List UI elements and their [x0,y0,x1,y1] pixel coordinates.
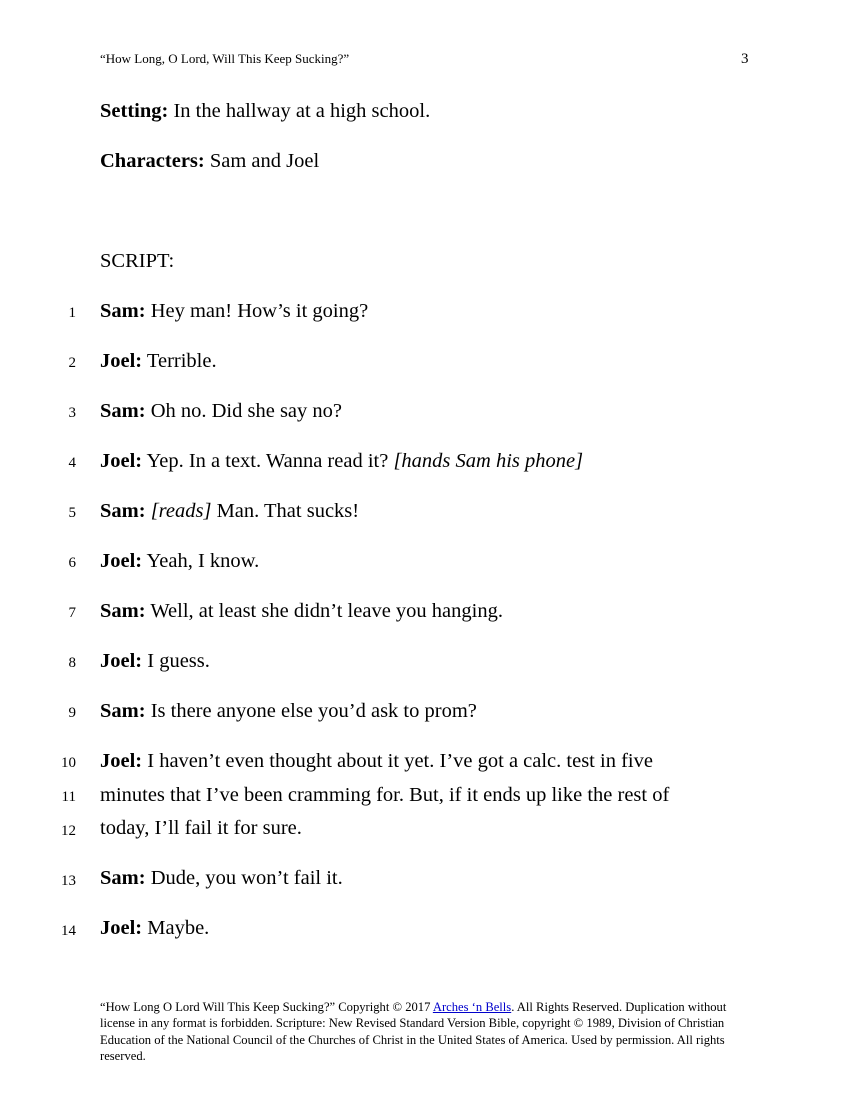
stage-direction: [hands Sam his phone] [393,450,584,472]
line-number: 10 [61,755,76,771]
speaker-name: Joel: [100,650,143,672]
script-line [100,917,209,940]
speaker-name: Joel: [100,750,143,772]
line-number: 13 [61,873,76,889]
dialogue-text: Terrible. [142,350,217,372]
dialogue-text: I haven’t even thought about it yet. I’ve got a calc. test in five [142,750,653,772]
dialogue-text: Oh no. Did she say no? [145,400,342,422]
characters-line [100,150,319,173]
speaker-name: Sam: [100,700,146,722]
script-line [100,867,343,890]
speaker-name: Sam: [100,400,146,422]
line-number: 11 [61,789,76,805]
line-number: 7 [68,605,76,621]
dialogue-text: Maybe. [142,917,210,939]
page-number: 3 [741,51,749,67]
dialogue-text: I guess. [142,650,210,672]
dialogue-text: Yep. In a text. Wanna read it? [142,450,394,472]
speaker-name: Sam: [100,600,146,622]
continuation-line: minutes that I’ve been cramming for. But, if it ends up like the rest of [100,784,670,806]
line-number: 5 [68,505,76,521]
dialogue-text: Yeah, I know. [142,550,260,572]
line-number: 3 [68,405,76,421]
dialogue-text: Man. That sucks! [211,500,360,522]
speaker-name: Joel: [100,450,143,472]
script-line [100,700,477,723]
line-number: 2 [68,355,76,371]
speaker-name: Joel: [100,350,143,372]
script-heading: SCRIPT: [100,250,175,272]
characters-text: Sam and Joel [204,150,320,172]
setting-line [100,100,430,123]
speaker-name: Sam: [100,867,146,889]
script-line [100,500,359,523]
line-number: 12 [61,823,76,839]
speaker-name: Joel: [100,550,143,572]
characters-label: Characters: [100,150,205,172]
running-header-title: “How Long, O Lord, Will This Keep Sucking?” [100,51,350,66]
copyright-footer [100,999,730,1065]
script-line [100,450,583,473]
footer-text: . All Rights Reserved. Duplication without license in any format is forbidden. Scripture: New Revised Standard Version Bible, copyright © 1989, Division of Christian Education of the National Council of the Churches of Christ in the United States of America. Used by permission. All rights reserved. [100,1000,727,1064]
footer-text: “How Long O Lord Will This Keep Sucking?” Copyright © 2017 [100,1000,433,1014]
continuation-line: today, I’ll fail it for sure. [100,817,302,839]
script-line [100,550,259,573]
speaker-name: Sam: [100,300,146,322]
line-number: 6 [68,555,76,571]
line-number: 14 [61,923,76,939]
script-line [100,300,368,323]
script-line [100,600,503,623]
script-line [100,750,653,773]
line-number: 4 [68,455,76,471]
line-number: 1 [68,305,76,321]
setting-label: Setting: [100,100,169,122]
dialogue-text: Well, at least she didn’t leave you hanging. [145,600,503,622]
script-line [100,400,342,423]
line-number: 8 [68,655,76,671]
speaker-name: Sam: [100,500,146,522]
speaker-name: Joel: [100,917,143,939]
script-line [100,350,217,373]
arches-n-bells-link[interactable]: Arches ‘n Bells [432,1000,512,1014]
script-line [100,650,210,673]
dialogue-text: Hey man! How’s it going? [145,300,369,322]
dialogue-text: Dude, you won’t fail it. [145,867,343,889]
setting-text: In the hallway at a high school. [168,100,431,122]
stage-direction: [reads] [150,500,212,522]
dialogue-text: Is there anyone else you’d ask to prom? [145,700,477,722]
line-number: 9 [68,705,76,721]
